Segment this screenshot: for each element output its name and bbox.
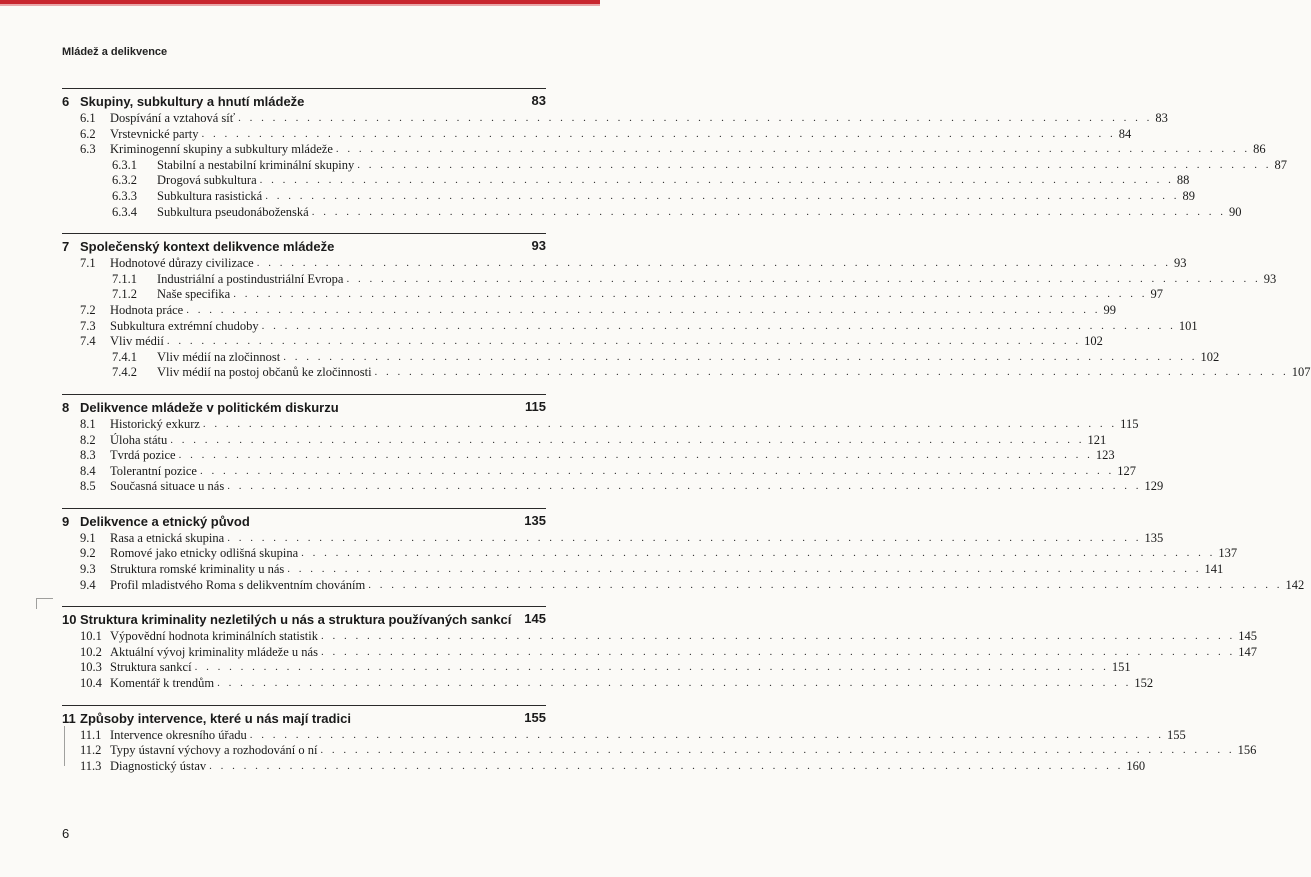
entry-page: 121 (1085, 433, 1107, 448)
entry-number: 7.2 (80, 302, 96, 317)
entry-number: 9.4 (80, 577, 96, 592)
entry-page: 115 (1117, 417, 1138, 432)
pencil-mark (64, 726, 75, 766)
entry-number: 7.1 (80, 256, 96, 271)
chapter-heading (62, 238, 546, 256)
dot-leader: . . . . . . . . . . . . . . . . . . . . . . . . . . . . . . . . . . . . . . . . . . . . . . . . . . . . . . . . . . . . . . . . . . . . . . . . . . . . . . . . (249, 728, 1164, 741)
entry-number: 10.4 (80, 676, 102, 691)
pencil-mark (36, 598, 53, 609)
toc-entry (62, 676, 1154, 692)
dot-leader: . . . . . . . . . . . . . . . . . . . . . . . . . . . . . . . . . . . . . . . . . . . . . . . . . . . . . . . . . . . . . . . . . . . . . . . . . . . . . . . . (194, 661, 1109, 674)
chapter-title: Delikvence a etnický původ (80, 513, 250, 529)
entry-number: 6.3.2 (112, 173, 137, 188)
toc-entry (62, 204, 1242, 221)
entry-number: 10.2 (80, 644, 102, 659)
toc-entry (62, 727, 1186, 744)
entry-number: 7.4 (80, 334, 96, 349)
chapter-heading (62, 710, 546, 728)
entry-number: 11.1 (80, 727, 102, 742)
page-number: 6 (62, 826, 70, 841)
dot-leader: . . . . . . . . . . . . . . . . . . . . . . . . . . . . . . . . . . . . . . . . . . . . . . . . . . . . . . . . . . . . . . . . . . . . . . . . . . . . . . . . (368, 578, 1283, 591)
entry-page: 155 (1164, 728, 1186, 743)
entry-number: 8.4 (80, 463, 96, 478)
entry-number: 9.1 (80, 530, 96, 545)
entry-number: 6.3.3 (112, 188, 137, 203)
entry-page: 88 (1174, 173, 1190, 188)
entry-number: 10.3 (80, 660, 102, 675)
entry-title: Subkultura rasistická (157, 189, 265, 204)
entry-title: Vliv médií na postoj občanů ke zločinnosti (157, 365, 375, 380)
entry-title: Diagnostický ústav (110, 759, 209, 774)
dot-leader: . . . . . . . . . . . . . . . . . . . . . . . . . . . . . . . . . . . . . . . . . . . . . . . . . . . . . . . . . . . . . . . . . . . . . . . . . . . . . . . . (217, 677, 1132, 690)
chapter-number: 11 (62, 710, 76, 726)
entry-title: Subkultura extrémní chudoby (110, 319, 262, 334)
entry-title: Intervence okresního úřadu (110, 728, 250, 743)
entry-title: Hodnotové důrazy civilizace (110, 256, 257, 271)
chapter-title: Struktura kriminality nezletilých u nás a struktura používaných sankcí (80, 612, 512, 628)
toc-entry (62, 660, 1131, 676)
toc-entry (62, 644, 1257, 661)
chapter-11 (62, 705, 1257, 775)
entry-title: Drogová subkultura (157, 173, 260, 188)
chapter-8 (62, 394, 1164, 495)
entry-title: Výpovědní hodnota kriminálních statistik (110, 629, 321, 644)
entry-page: 84 (1116, 127, 1132, 142)
entry-number: 7.4.2 (112, 365, 137, 380)
chapter-7 (62, 233, 1311, 381)
top-red-border-shadow (0, 4, 600, 6)
dot-leader: . . . . . . . . . . . . . . . . . . . . . . . . . . . . . . . . . . . . . . . . . . . . . . . . . . . . . . . . . . . . . . . . . . . . . . . . . . . . . . . . (201, 127, 1116, 140)
entry-page: 86 (1250, 142, 1266, 157)
chapter-heading (62, 399, 546, 417)
entry-title: Historický exkurz (110, 417, 203, 432)
toc-entry (62, 334, 1103, 350)
toc-entry (62, 577, 1305, 594)
entry-title: Struktura sankcí (110, 660, 195, 675)
chapter-title: Skupiny, subkultury a hnutí mládeže (80, 94, 305, 109)
entry-number: 6.3.4 (112, 204, 137, 219)
toc-entry (62, 479, 1164, 495)
toc-entry (62, 318, 1198, 335)
dot-leader: . . . . . . . . . . . . . . . . . . . . . . . . . . . . . . . . . . . . . . . . . . . . . . . . . . . . . . . . . . . . . . . . . . . . . . . . . . . . . . . . (301, 547, 1216, 560)
entry-title: Vrstevnické party (110, 127, 201, 142)
chapter-title: Společenský kontext delikvence mládeže (80, 239, 335, 255)
entry-title: Struktura romské kriminality u nás (110, 562, 287, 577)
entry-title: Industriální a postindustriální Evropa (157, 272, 346, 287)
entry-title: Vliv médií na zločinnost (157, 350, 283, 365)
dot-leader: . . . . . . . . . . . . . . . . . . . . . . . . . . . . . . . . . . . . . . . . . . . . . . . . . . . . . . . . . . . . . . . . . . . . . . . . . . . . . . . . (178, 449, 1093, 462)
entry-page: 97 (1147, 287, 1163, 302)
toc-entry (62, 256, 1187, 272)
entry-title: Subkultura pseudonáboženská (157, 205, 312, 220)
entry-title: Současná situace u nás (110, 479, 227, 494)
chapter-number: 9 (62, 513, 70, 529)
table-of-contents (62, 88, 1311, 787)
entry-page: 151 (1109, 660, 1131, 675)
entry-title: Aktuální vývoj kriminality mládeže u nás (110, 645, 321, 660)
chapter-page: 115 (525, 398, 546, 414)
entry-page: 87 (1271, 158, 1287, 173)
entry-page: 129 (1141, 479, 1163, 494)
entry-page: 127 (1114, 464, 1136, 479)
entry-title: Typy ústavní výchovy a rozhodování o ní (110, 743, 320, 758)
chapter-page: 93 (531, 238, 546, 254)
toc-entry (62, 142, 1266, 158)
entry-number: 8.3 (80, 448, 96, 463)
toc-entry (62, 271, 1277, 288)
entry-title: Tolerantní pozice (110, 464, 200, 479)
toc-entry (62, 448, 1115, 464)
chapter-6 (62, 88, 1287, 220)
dot-leader: . . . . . . . . . . . . . . . . . . . . . . . . . . . . . . . . . . . . . . . . . . . . . . . . . . . . . . . . . . . . . . . . . . . . . . . . . . . . . . . . (265, 189, 1180, 202)
toc-entry (62, 463, 1136, 480)
chapter-number: 10 (62, 612, 77, 628)
toc-entry (62, 432, 1107, 449)
entry-number: 7.1.1 (112, 271, 137, 286)
entry-number: 9.3 (80, 562, 96, 577)
dot-leader: . . . . . . . . . . . . . . . . . . . . . . . . . . . . . . . . . . . . . . . . . . . . . . . . . . . . . . . . . . . . . . . . . . . . . . . . . . . . . . . . (166, 335, 1082, 348)
entry-number: 6.2 (80, 126, 96, 141)
dot-leader: . . . . . . . . . . . . . . . . . . . . . . . . . . . . . . . . . . . . . . . . . . . . . . . . . . . . . . . . . . . . . . . . . . . . . . . . . . . . . . . . (186, 303, 1101, 316)
running-head: Mládež a delikvence (62, 46, 168, 58)
chapter-heading (62, 611, 546, 629)
entry-page: 89 (1179, 189, 1195, 204)
entry-page: 147 (1235, 645, 1257, 660)
dot-leader: . . . . . . . . . . . . . . . . . . . . . . . . . . . . . . . . . . . . . . . . . . . . . . . . . . . . . . . . . . . . . . . . . . . . . . . . . . . . . . . . (259, 174, 1174, 187)
dot-leader: . . . . . . . . . . . . . . . . . . . . . . . . . . . . . . . . . . . . . . . . . . . . . . . . . . . . . . . . . . . . . . . . . . . . . . . . . . . . . . . . (170, 433, 1085, 446)
entry-title: Kriminogenní skupiny a subkultury mládeže (110, 142, 336, 157)
entry-title: Vliv médií (110, 334, 167, 349)
entry-number: 6.3.1 (112, 157, 137, 172)
toc-entry (62, 365, 1311, 381)
entry-page: 123 (1093, 448, 1115, 463)
chapter-page: 83 (531, 93, 546, 108)
entry-page: 102 (1081, 334, 1103, 349)
entry-number: 11.2 (80, 743, 102, 758)
entry-title: Romové jako etnicky odlišná skupina (110, 546, 301, 561)
entry-number: 6.1 (80, 111, 96, 125)
entry-number: 10.1 (80, 629, 102, 644)
entry-page: 137 (1215, 546, 1237, 561)
entry-number: 8.2 (80, 432, 96, 447)
toc-entry (62, 349, 1220, 366)
dot-leader: . . . . . . . . . . . . . . . . . . . . . . . . . . . . . . . . . . . . . . . . . . . . . . . . . . . . . . . . . . . . . . . . . . . . . . . . . . . . . . . . (233, 288, 1148, 301)
dot-leader: . . . . . . . . . . . . . . . . . . . . . . . . . . . . . . . . . . . . . . . . . . . . . . . . . . . . . . . . . . . . . . . . . . . . . . . . . . . . . . . . (346, 272, 1261, 285)
chapter-number: 7 (62, 239, 70, 255)
chapter-number: 8 (62, 399, 70, 415)
entry-title: Rasa a etnická skupina (110, 531, 227, 546)
chapter-page: 145 (524, 611, 546, 627)
entry-title: Úloha státu (110, 433, 170, 448)
dot-leader: . . . . . . . . . . . . . . . . . . . . . . . . . . . . . . . . . . . . . . . . . . . . . . . . . . . . . . . . . . . . . . . . . . . . . . . . . . . . . . . . (238, 112, 1153, 124)
entry-title: Profil mladistvého Roma s delikventním chováním (110, 578, 368, 593)
dot-leader: . . . . . . . . . . . . . . . . . . . . . . . . . . . . . . . . . . . . . . . . . . . . . . . . . . . . . . . . . . . . . . . . . . . . . . . . . . . . . . . . (287, 563, 1202, 576)
dot-leader: . . . . . . . . . . . . . . . . . . . . . . . . . . . . . . . . . . . . . . . . . . . . . . . . . . . . . . . . . . . . . . . . . . . . . . . . . . . . . . . . (311, 205, 1226, 218)
chapter-title: Způsoby intervence, které u nás mají tradici (80, 710, 351, 726)
entry-page: 83 (1152, 111, 1168, 126)
entry-page: 156 (1235, 743, 1257, 758)
entry-page: 141 (1202, 562, 1224, 577)
chapter-title: Delikvence mládeže v politickém diskurzu (80, 399, 339, 415)
toc-entry (62, 562, 1224, 578)
toc-entry (62, 530, 1164, 547)
chapter-heading (62, 513, 546, 531)
entry-title: Dospívání a vztahová síť (110, 111, 238, 126)
dot-leader: . . . . . . . . . . . . . . . . . . . . . . . . . . . . . . . . . . . . . . . . . . . . . . . . . . . . . . . . . . . . . . . . . . . . . . . . . . . . . . . . (202, 417, 1118, 430)
entry-number: 8.5 (80, 479, 96, 494)
toc-entry (62, 416, 1139, 433)
toc-entry (62, 629, 1257, 645)
toc-entry (62, 287, 1163, 303)
chapter-heading (62, 93, 546, 111)
toc-entry (62, 111, 1168, 127)
entry-number: 7.3 (80, 318, 96, 333)
entry-title: Naše specifika (157, 287, 233, 302)
dot-leader: . . . . . . . . . . . . . . . . . . . . . . . . . . . . . . . . . . . . . . . . . . . . . . . . . . . . . . . . . . . . . . . . . . . . . . . . . . . . . . . . (261, 319, 1176, 332)
chapter-number: 6 (62, 94, 70, 109)
toc-entry (62, 157, 1287, 174)
dot-leader: . . . . . . . . . . . . . . . . . . . . . . . . . . . . . . . . . . . . . . . . . . . . . . . . . . . . . . . . . . . . . . . . . . . . . . . . . . . . . . . . (209, 759, 1124, 772)
entry-page: 135 (1141, 531, 1163, 546)
toc-entry (62, 758, 1146, 775)
dot-leader: . . . . . . . . . . . . . . . . . . . . . . . . . . . . . . . . . . . . . . . . . . . . . . . . . . . . . . . . . . . . . . . . . . . . . . . . . . . . . . . . (374, 366, 1289, 379)
entry-page: 99 (1100, 303, 1116, 318)
entry-number: 6.3 (80, 142, 96, 157)
entry-page: 160 (1123, 759, 1145, 774)
chapter-page: 155 (524, 709, 546, 725)
entry-page: 152 (1131, 676, 1153, 691)
entry-page: 93 (1261, 272, 1277, 287)
entry-number: 8.1 (80, 416, 96, 431)
entry-page: 90 (1226, 205, 1242, 220)
dot-leader: . . . . . . . . . . . . . . . . . . . . . . . . . . . . . . . . . . . . . . . . . . . . . . . . . . . . . . . . . . . . . . . . . . . . . . . . . . . . . . . . (199, 464, 1115, 477)
dot-leader: . . . . . . . . . . . . . . . . . . . . . . . . . . . . . . . . . . . . . . . . . . . . . . . . . . . . . . . . . . . . . . . . . . . . . . . . . . . . . . . . (283, 350, 1198, 363)
dot-leader: . . . . . . . . . . . . . . . . . . . . . . . . . . . . . . . . . . . . . . . . . . . . . . . . . . . . . . . . . . . . . . . . . . . . . . . . . . . . . . . . (320, 630, 1236, 643)
entry-number: 7.1.2 (112, 287, 137, 302)
entry-page: 101 (1176, 319, 1198, 334)
dot-leader: . . . . . . . . . . . . . . . . . . . . . . . . . . . . . . . . . . . . . . . . . . . . . . . . . . . . . . . . . . . . . . . . . . . . . . . . . . . . . . . . (320, 744, 1235, 757)
toc-entry (62, 546, 1238, 562)
entry-page: 102 (1198, 350, 1220, 365)
toc-entry (62, 743, 1257, 759)
dot-leader: . . . . . . . . . . . . . . . . . . . . . . . . . . . . . . . . . . . . . . . . . . . . . . . . . . . . . . . . . . . . . . . . . . . . . . . . . . . . . . . . (357, 158, 1272, 171)
dot-leader: . . . . . . . . . . . . . . . . . . . . . . . . . . . . . . . . . . . . . . . . . . . . . . . . . . . . . . . . . . . . . . . . . . . . . . . . . . . . . . . . (227, 531, 1142, 544)
entry-title: Komentář k trendům (110, 676, 217, 691)
entry-page: 142 (1282, 578, 1304, 593)
entry-title: Tvrdá pozice (110, 448, 179, 463)
dot-leader: . . . . . . . . . . . . . . . . . . . . . . . . . . . . . . . . . . . . . . . . . . . . . . . . . . . . . . . . . . . . . . . . . . . . . . . . . . . . . . . . (227, 480, 1142, 493)
entry-title: Stabilní a nestabilní kriminální skupiny (157, 158, 357, 173)
entry-page: 145 (1235, 629, 1257, 644)
chapter-10 (62, 606, 1257, 691)
dot-leader: . . . . . . . . . . . . . . . . . . . . . . . . . . . . . . . . . . . . . . . . . . . . . . . . . . . . . . . . . . . . . . . . . . . . . . . . . . . . . . . . (256, 257, 1171, 270)
entry-number: 9.2 (80, 546, 96, 561)
chapter-page: 135 (524, 512, 546, 528)
toc-entry (62, 173, 1190, 189)
chapter-9 (62, 508, 1305, 593)
entry-page: 107 (1289, 365, 1311, 380)
toc-entry (62, 126, 1132, 143)
entry-number: 7.4.1 (112, 349, 137, 364)
entry-number: 11.3 (80, 758, 102, 773)
entry-title: Hodnota práce (110, 303, 186, 318)
dot-leader: . . . . . . . . . . . . . . . . . . . . . . . . . . . . . . . . . . . . . . . . . . . . . . . . . . . . . . . . . . . . . . . . . . . . . . . . . . . . . . . . (320, 645, 1236, 658)
entry-page: 93 (1171, 256, 1187, 271)
dot-leader: . . . . . . . . . . . . . . . . . . . . . . . . . . . . . . . . . . . . . . . . . . . . . . . . . . . . . . . . . . . . . . . . . . . . . . . . . . . . . . . . (335, 143, 1251, 156)
toc-entry (62, 188, 1195, 205)
toc-entry (62, 302, 1116, 319)
